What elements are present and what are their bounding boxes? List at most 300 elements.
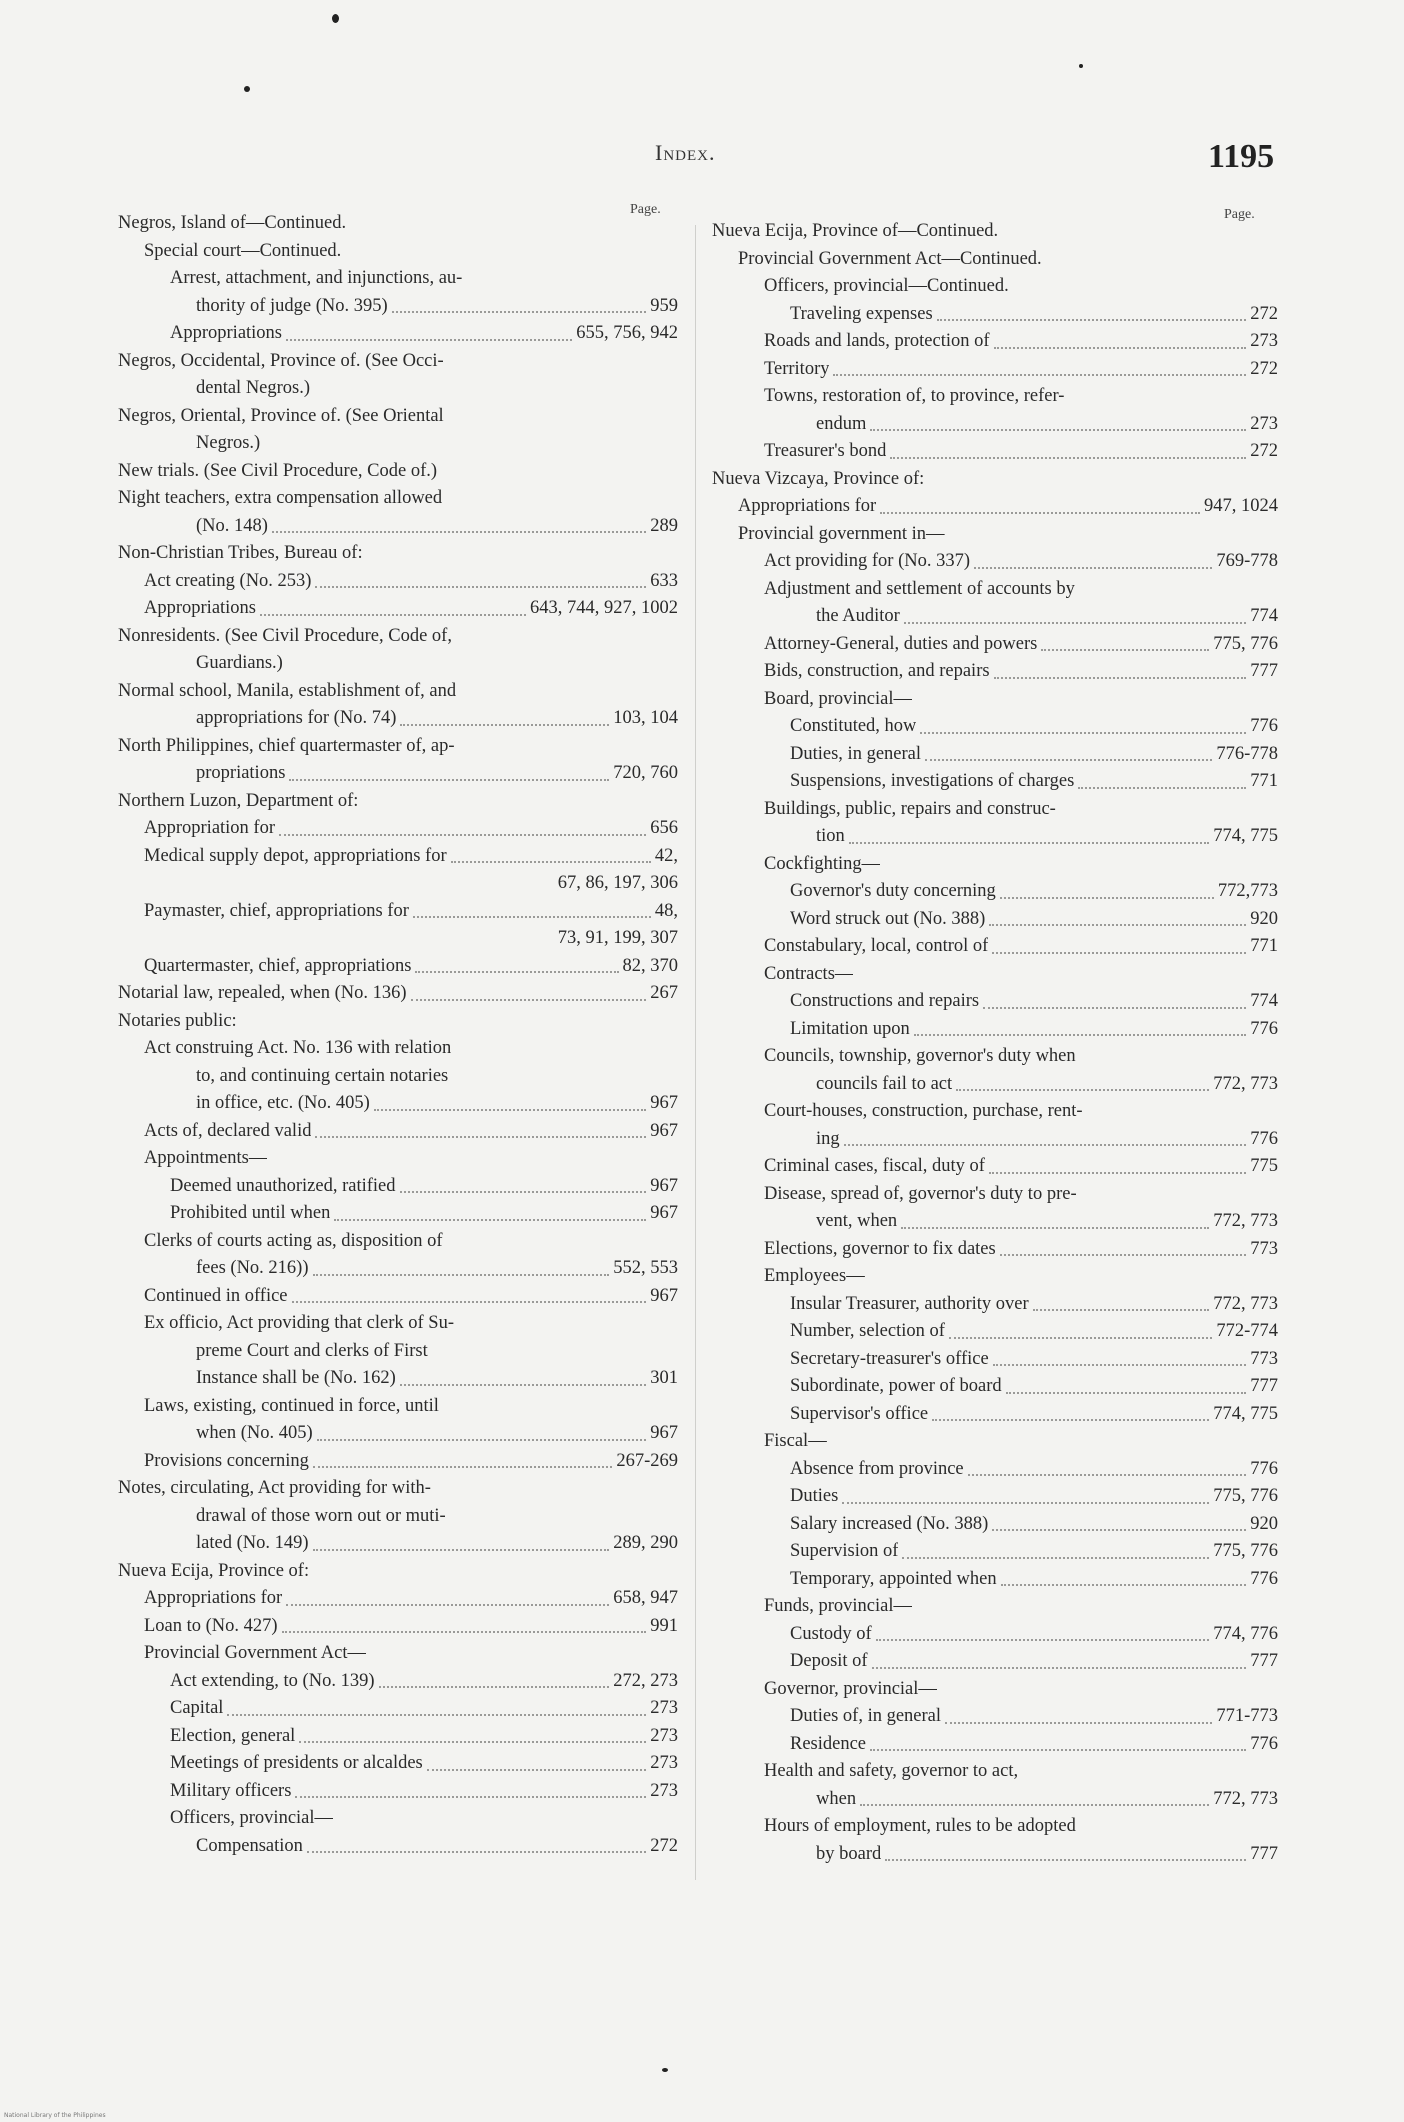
index-entry-text: Act providing for (No. 337) [764,551,971,571]
index-entry-text: Roads and lands, protection of [764,331,990,351]
index-entry-text: Buildings, public, repairs and construc- [764,798,1056,819]
index-entry [712,906,1278,934]
dot-leader [282,1630,647,1633]
index-entry-page: 777 [1250,1843,1278,1864]
index-entry-page: 643, 744, 927, 1002 [530,598,678,618]
dot-leader [968,1473,1247,1476]
index-entry-text: dental Negros.) [196,378,311,398]
index-entry-text: drawal of those worn out or muti- [196,1505,446,1526]
index-entry-text: Territory [764,358,830,379]
dot-leader [337,1825,674,1826]
dot-leader [876,1638,1210,1641]
index-entry-page: 769-778 [1216,551,1278,571]
dot-leader [925,758,1212,761]
index-entry-text: Nueva Ecija, Province of—Continued. [712,221,999,241]
index-entry [118,1833,678,1861]
index-entry-page: 777 [1250,1376,1278,1396]
index-entry-text: endum [816,413,867,434]
page-header-title: Index. [655,140,716,165]
dot-leader [299,1740,646,1743]
dot-leader [315,585,646,588]
dot-leader [1013,293,1274,294]
index-entry [712,328,1278,356]
index-entry [712,246,1278,274]
right-index-column [712,218,1278,1868]
dot-leader [411,998,647,1001]
index-entry-text: the Auditor [816,606,900,626]
index-entry-page: 552, 553 [613,1258,678,1278]
dot-leader [872,1666,1247,1669]
index-entry-page: 776 [1250,1568,1278,1589]
index-entry [712,1456,1278,1484]
dot-leader [443,1412,674,1413]
index-entry-text: councils fail to act [816,1073,953,1094]
index-entry [118,485,678,513]
index-entry-text: when [816,1788,857,1809]
index-entry [118,375,678,403]
index-entry-text: Provisions concerning [144,1450,309,1471]
index-entry-text: Provincial Government Act— [144,1643,366,1663]
index-entry [118,513,678,541]
left-column-page-label: Page. [630,202,661,217]
index-entry [118,1640,678,1668]
dot-leader [1006,1391,1247,1394]
index-entry-page: 775, 776 [1213,633,1278,654]
index-entry [118,1530,678,1558]
index-entry [118,623,678,651]
index-entry [712,1401,1278,1429]
index-entry-page: 267-269 [616,1450,678,1471]
index-entry [118,1420,678,1448]
dot-leader [260,613,526,616]
dot-leader [450,1522,674,1523]
index-entry-text: Acts of, declared valid [144,1120,312,1141]
index-entry-text: Laws, existing, continued in force, until [144,1395,439,1416]
dot-leader [400,1383,646,1386]
index-entry [712,1291,1278,1319]
dot-leader [367,560,674,561]
index-entry-text: Normal school, Manila, establishment of, and [118,680,457,701]
footer-attribution: National Library of the Philippines [4,2112,106,2119]
index-entry-text: appropriations for (No. 74) [196,708,397,728]
index-entry-page: 776-778 [1216,743,1278,764]
index-entry [712,466,1278,494]
right-column-page-label: Page. [1224,207,1255,222]
index-entry-text: Provincial government in— [738,523,945,544]
index-entry [118,540,678,568]
dot-leader [902,1556,1209,1559]
dot-leader [932,1418,1209,1421]
index-entry [712,823,1278,851]
dot-leader [1078,786,1246,789]
index-entry-text: Northern Luzon, Department of: [118,790,359,811]
index-entry [118,953,678,981]
index-entry-page: 967 [650,1093,678,1113]
dot-leader [842,1501,1209,1504]
index-entry-text: Act construing Act. No. 136 with relation [144,1038,452,1058]
index-entry-page: 772, 773 [1213,1293,1278,1314]
dot-leader [1033,1308,1210,1311]
index-entry [118,1090,678,1118]
dot-leader [379,1685,610,1688]
index-entry-text: Disease, spread of, governor's duty to pre- [764,1183,1077,1204]
index-entry [712,1263,1278,1291]
index-entry-text: Governor, provincial— [764,1678,937,1699]
index-entry [118,1558,678,1586]
dot-leader [941,1695,1274,1696]
index-entry-page: 776 [1250,1128,1278,1149]
index-entry-text: Officers, provincial— [170,1808,334,1828]
index-entry-page: 272 [1250,358,1278,379]
dot-leader [435,1495,674,1496]
index-entry [712,218,1278,246]
index-entry-page: 774, 775 [1213,826,1278,846]
index-entry [118,1283,678,1311]
index-entry-page: 272 [650,1835,678,1856]
index-entry [712,1318,1278,1346]
dot-leader [241,1027,674,1028]
index-entry [712,1098,1278,1126]
index-entry-text: Salary increased (No. 388) [790,1513,989,1534]
index-entry-page: 82, 370 [622,955,678,976]
index-entry [712,1731,1278,1759]
index-entry-text: Contracts— [764,963,854,984]
index-entry [712,1236,1278,1264]
index-entry [118,1255,678,1283]
index-entry-page: 947, 1024 [1204,496,1278,516]
index-entry [712,1016,1278,1044]
index-entry [118,870,678,898]
dot-leader [920,731,1246,734]
index-entry-page: 920 [1250,908,1278,929]
index-entry [712,631,1278,659]
index-entry [118,1228,678,1256]
index-entry [118,595,678,623]
index-entry [712,1373,1278,1401]
dot-leader [448,367,674,368]
index-entry [118,1750,678,1778]
index-entry [118,1200,678,1228]
index-entry-text: Appointments— [144,1148,268,1168]
index-entry [712,851,1278,879]
dot-leader [945,1721,1212,1724]
column-divider [695,225,696,1880]
dot-leader [317,1438,647,1441]
index-entry [712,548,1278,576]
index-entry [118,320,678,348]
index-entry-text: Constructions and repairs [790,991,980,1011]
index-entry-text: Governor's duty concerning [790,881,996,901]
index-entry [712,1346,1278,1374]
dot-leader [831,1448,1274,1449]
index-entry [118,568,678,596]
index-entry-text: Constabulary, local, control of [764,936,989,956]
index-entry-text: Hours of employment, rules to be adopted [764,1816,1076,1836]
index-entry-text: Ex officio, Act providing that clerk of Su- [144,1313,454,1333]
index-entry-page: 991 [650,1615,678,1636]
index-entry-text: Fiscal— [764,1431,827,1451]
index-entry-page: 73, 91, 199, 307 [557,928,678,948]
dot-leader [844,1143,1247,1146]
index-entry [712,768,1278,796]
index-entry [118,1338,678,1366]
index-entry-page: 658, 947 [613,1588,678,1608]
index-entry-page: 772, 773 [1213,1788,1278,1809]
index-entry [118,238,678,266]
index-entry-page: 967 [650,1423,678,1443]
dot-leader [432,1357,674,1358]
dot-leader [295,1795,646,1798]
index-entry-text: Instance shall be (No. 162) [196,1368,396,1388]
dot-leader [869,1283,1274,1284]
dot-leader [345,257,674,258]
dot-leader [949,1336,1212,1339]
index-entry [118,348,678,376]
index-entry-text: Councils, township, governor's duty when [764,1046,1076,1066]
index-entry [118,265,678,293]
index-entry-page: 772,773 [1217,881,1278,901]
index-entry-page: 967 [650,1203,678,1223]
index-entry-text: by board [816,1843,882,1864]
index-entry-text: Traveling expenses [790,303,933,324]
index-entry-page: 42, [654,845,678,866]
index-entry-text: Negros, Island of—Continued. [118,213,347,233]
index-entry [118,1613,678,1641]
index-entry-page: 771 [1250,771,1278,791]
index-entry-text: Appropriation for [144,818,276,838]
index-entry-text: propriations [196,763,286,783]
index-entry-page: 771-773 [1216,1706,1278,1726]
dot-leader [956,1088,1209,1091]
index-entry-page: 301 [650,1368,678,1388]
index-entry-text: Nueva Vizcaya, Province of: [712,468,925,489]
index-entry [712,1566,1278,1594]
index-entry-text: Capital [170,1698,224,1718]
dot-leader [227,1713,646,1716]
index-entry [118,1118,678,1146]
dot-leader [993,1363,1247,1366]
index-entry-text: vent, when [816,1211,898,1231]
dot-leader [974,566,1212,569]
dot-leader [870,1748,1246,1751]
index-entry-page: 959 [650,295,678,316]
index-entry [712,713,1278,741]
index-entry-text: Election, general [170,1725,296,1746]
dot-leader [833,373,1246,376]
dot-leader [313,1577,674,1578]
index-entry-page: 273 [1250,413,1278,434]
index-entry-text: Prohibited until when [170,1203,331,1223]
index-entry-text: Number, selection of [790,1321,945,1341]
index-entry [118,1310,678,1338]
dot-leader [447,1247,674,1248]
dot-leader [446,505,674,506]
index-entry [118,430,678,458]
index-entry-text: Deemed unauthorized, ratified [170,1175,396,1196]
dot-leader [928,485,1274,486]
index-entry-text: Officers, provincial—Continued. [764,276,1009,296]
ink-speck [1079,64,1083,68]
index-entry-text: Continued in office [144,1285,288,1306]
dot-leader [451,860,651,863]
left-index-column [118,210,678,1860]
index-entry-text: Arrest, attachment, and injunctions, au- [170,268,463,288]
index-entry [712,933,1278,961]
dot-leader [914,1033,1247,1036]
dot-leader [1060,815,1274,816]
dot-leader [1080,1833,1274,1834]
dot-leader [413,915,651,918]
index-entry [712,576,1278,604]
dot-leader [466,285,674,286]
dot-leader [870,428,1246,431]
dot-leader [949,540,1274,541]
index-entry-page: 273 [650,1753,678,1773]
dot-leader [279,833,646,836]
index-entry-text: Insular Treasurer, authority over [790,1293,1029,1314]
index-entry [712,961,1278,989]
index-entry-text: Cockfighting— [764,853,881,874]
dot-leader [1000,1253,1247,1256]
index-entry-text: Funds, provincial— [764,1596,912,1616]
dot-leader [1022,1778,1274,1779]
index-entry-text: Limitation upon [790,1018,910,1039]
dot-leader [992,1528,1246,1531]
index-entry-text: tion [816,826,845,846]
dot-leader [1046,265,1274,266]
dot-leader [460,697,674,698]
dot-leader [292,1300,647,1303]
index-entry-page: 273 [1250,331,1278,351]
page-number: 1195 [1208,138,1275,175]
index-entry-text: thority of judge (No. 395) [196,295,388,316]
index-entry [712,658,1278,686]
index-entry [712,1511,1278,1539]
dot-leader [1041,648,1209,651]
index-entry [118,1805,678,1833]
index-entry-page: 777 [1250,1651,1278,1671]
index-entry-text: Subordinate, power of board [790,1376,1002,1396]
dot-leader [1002,238,1274,239]
index-entry [118,843,678,871]
dot-leader [904,621,1246,624]
index-entry-page: 273 [650,1725,678,1746]
index-entry-text: Act creating (No. 253) [144,570,312,591]
index-entry [118,1145,678,1173]
dot-leader [849,841,1209,844]
index-entry-page: 775, 776 [1213,1486,1278,1506]
index-entry [712,1428,1278,1456]
index-entry-text: Supervision of [790,1541,899,1561]
index-entry-page: 633 [650,570,678,591]
dot-leader [362,807,674,808]
index-entry [118,1448,678,1476]
dot-leader [313,1273,610,1276]
index-entry [118,1063,678,1091]
index-entry-page: 920 [1250,1513,1278,1534]
index-entry [118,1503,678,1531]
dot-leader [860,1803,1209,1806]
index-entry [712,1126,1278,1154]
dot-leader [1068,403,1274,404]
dot-leader [271,1165,674,1166]
index-entry [712,356,1278,384]
index-entry-text: Guardians.) [196,653,283,673]
index-entry [712,1538,1278,1566]
dot-leader [937,318,1247,321]
index-entry-text: Treasurer's bond [764,441,887,461]
index-entry [118,898,678,926]
index-entry-page: 772-774 [1216,1321,1278,1341]
index-entry [712,1703,1278,1731]
index-entry [118,760,678,788]
dot-leader [890,456,1246,459]
index-entry [118,1008,678,1036]
index-entry-page: 774 [1250,606,1278,626]
index-entry [118,1723,678,1751]
index-entry [712,521,1278,549]
index-entry-page: 773 [1250,1238,1278,1259]
index-entry [712,686,1278,714]
index-entry-text: Military officers [170,1780,292,1801]
dot-leader [456,642,674,643]
dot-leader [1081,1200,1274,1201]
dot-leader [286,1603,609,1606]
dot-leader [415,970,618,973]
index-entry-text: (No. 148) [196,515,268,536]
dot-leader [289,778,609,781]
index-entry-text: fees (No. 216)) [196,1258,309,1278]
index-entry-page: 720, 760 [613,763,678,783]
dot-leader [264,450,674,451]
index-entry-text: Residence [790,1733,867,1754]
index-entry-text: Duties of, in general [790,1706,942,1726]
dot-leader [989,923,1246,926]
dot-leader [307,1850,646,1853]
dot-leader [441,477,674,478]
index-entry-page: 776 [1250,1018,1278,1039]
index-entry-text: Absence from province [790,1458,964,1479]
index-entry-text: Negros, Occidental, Province of. (See Occi- [118,350,444,371]
index-entry [712,988,1278,1016]
index-entry-page: 103, 104 [613,708,678,728]
index-entry-text: Secretary-treasurer's office [790,1348,989,1369]
index-entry-page: 776 [1250,716,1278,736]
dot-leader [901,1226,1209,1229]
index-entry-text: ing [816,1128,840,1149]
dot-leader [916,705,1274,706]
index-entry-text: to, and continuing certain notaries [196,1065,449,1086]
dot-leader [916,1613,1274,1614]
index-entry [118,815,678,843]
index-entry-page: 272 [1250,441,1278,461]
index-entry [118,1668,678,1696]
ink-speck [244,86,250,92]
index-entry-text: Health and safety, governor to act, [764,1761,1019,1781]
index-entry-text: Nueva Ecija, Province of: [118,1560,310,1581]
ink-speck [332,14,339,23]
index-entry-page: 267 [650,983,678,1003]
index-entry-page: 273 [650,1698,678,1718]
index-entry-text: Suspensions, investigations of charges [790,771,1075,791]
index-entry [118,733,678,761]
index-entry-page: 289 [650,515,678,536]
index-entry-text: Supervisor's office [790,1403,929,1424]
index-entry-text: Compensation [196,1835,303,1856]
index-entry-text: Nonresidents. (See Civil Procedure, Code of, [118,625,452,646]
index-entry [118,210,678,238]
index-entry [712,301,1278,329]
